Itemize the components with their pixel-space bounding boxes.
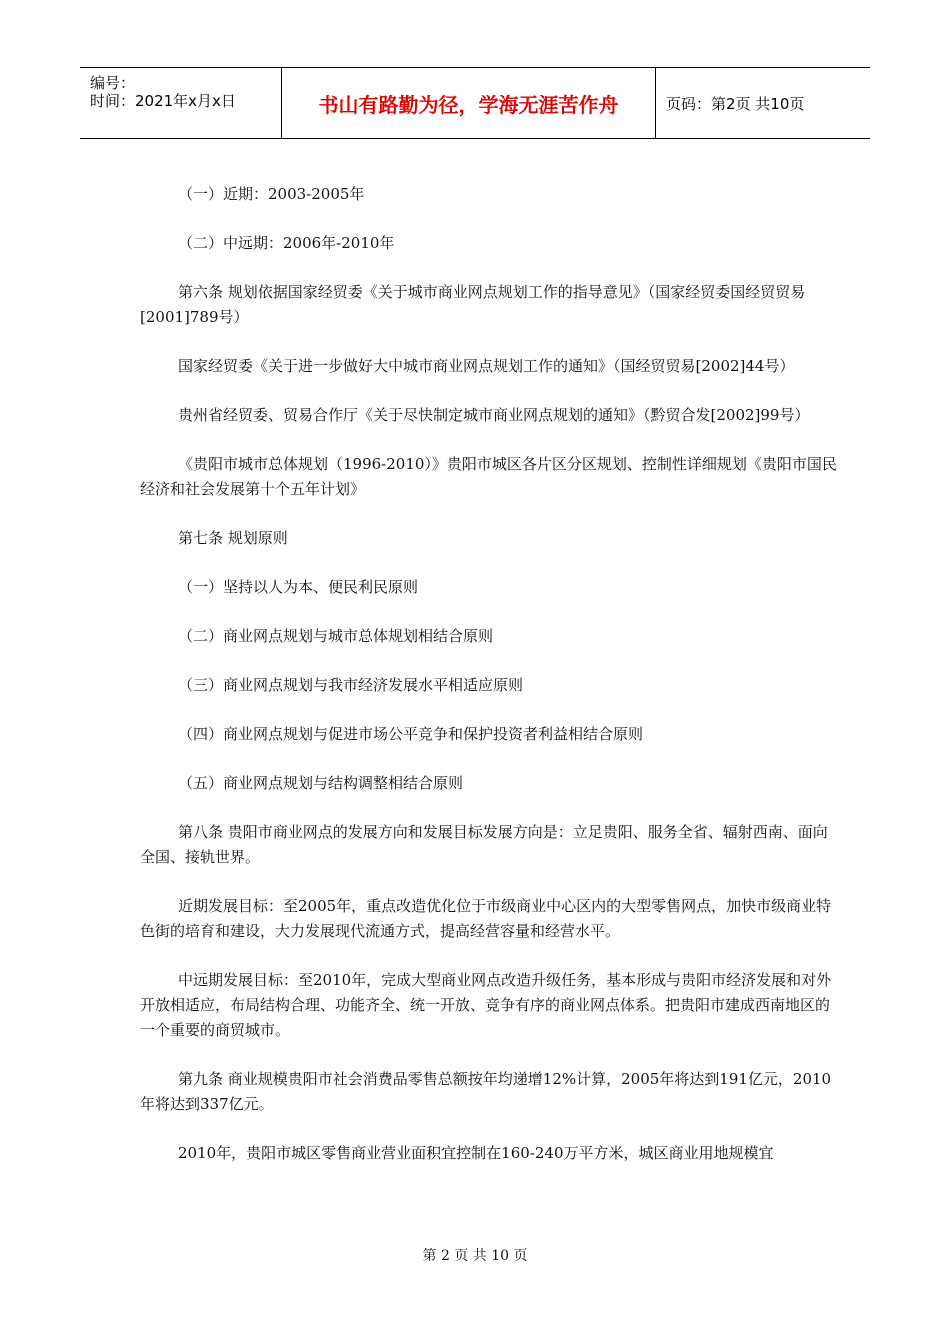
paragraph: （二）中远期：2006年-2010年 <box>178 234 395 252</box>
document-time-label: 时间：2021年x月x日 <box>90 92 236 110</box>
paragraph: 第七条 规划原则 <box>178 529 288 547</box>
paragraph: 《贵阳市城市总体规划（1996-2010）》贵阳市城区各片区分区规划、控制性详细规划《贵阳市国民经济和社会发展第十个五年计划》 <box>140 455 837 498</box>
paragraph: （一）近期：2003-2005年 <box>178 185 365 203</box>
header-meta <box>80 68 281 138</box>
paragraph: 国家经贸委《关于进一步做好大中城市商业网点规划工作的通知》（国经贸贸易[2002]44号） <box>178 357 795 375</box>
paragraph: 第九条 商业规模贵阳市社会消费品零售总额按年均递增12%计算，2005年将达到191亿元，2010年将达到337亿元。 <box>140 1070 832 1113</box>
document-number-label: 编号： <box>90 74 136 92</box>
paragraph: （五）商业网点规划与结构调整相结合原则 <box>178 774 464 792</box>
page-header <box>80 67 870 139</box>
paragraph: 第八条 贵阳市商业网点的发展方向和发展目标发展方向是：立足贵阳、服务全省、辐射西南、面向全国、接轨世界。 <box>140 823 828 866</box>
paragraph: 贵州省经贸委、贸易合作厅《关于尽快制定城市商业网点规划的通知》（黔贸合发[2002]99号） <box>178 406 810 424</box>
paragraph: 近期发展目标：至2005年，重点改造优化位于市级商业中心区内的大型零售网点，加快市级商业特色街的培育和建设，大力发展现代流通方式，提高经营容量和经营水平。 <box>140 897 832 940</box>
paragraph: （三）商业网点规划与我市经济发展水平相适应原则 <box>178 676 524 694</box>
paragraph: 第六条 规划依据国家经贸委《关于城市商业网点规划工作的指导意见》（国家经贸委国经贸贸易[2001]789号） <box>140 283 806 326</box>
paragraph: （二）商业网点规划与城市总体规划相结合原则 <box>178 627 494 645</box>
paragraph: 2010年，贵阳市城区零售商业营业面积宜控制在160-240万平方米，城区商业用地规模宜 <box>178 1144 774 1162</box>
paragraph: （一）坚持以人为本、便民利民原则 <box>178 578 419 596</box>
document-body <box>140 182 840 1190</box>
header-motto: 书山有路勤为径，学海无涯苦作舟 <box>281 68 656 138</box>
page-footer: 第 2 页 共 10 页 <box>422 1248 528 1264</box>
header-page-info: 页码：第2页 共10页 <box>666 94 805 113</box>
paragraph: （四）商业网点规划与促进市场公平竞争和保护投资者利益相结合原则 <box>178 725 644 743</box>
paragraph: 中远期发展目标：至2010年，完成大型商业网点改造升级任务，基本形成与贵阳市经济发展和对外开放相适应，布局结构合理、功能齐全、统一开放、竞争有序的商业网点体系。把贵阳市建成西南地区的一个重要的商贸城市。 <box>140 971 832 1039</box>
